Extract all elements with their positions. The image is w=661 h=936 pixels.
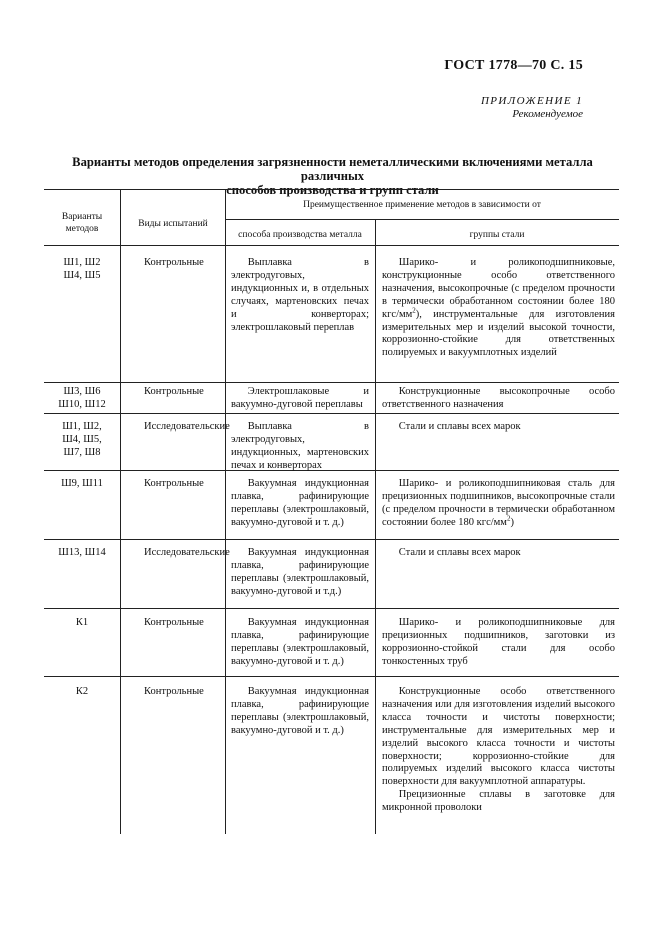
row-2-variant: Ш3, Ш6 Ш10, Ш12 xyxy=(58,386,106,410)
header-preferred: Преимущественное применение методов в зависимости от xyxy=(303,200,541,210)
header-steel-groups: группы стали xyxy=(469,230,525,240)
rule-col-1 xyxy=(120,189,121,834)
row-7-steel-main: Конструкционные особо ответственного назначения или для изготовления изделий высокого класса точности и чистоты поверхности; инструментальные для измерительных мер и изделий высокого класса точности и чистоты поверхности; коррозионно-стойкие для полируемых изделий высокого класса чистоты поверхности для вакуумплотной аппаратуры. xyxy=(382,686,615,788)
row-3-production: Выплавка в электродуговых, индукционных, мартеновских печах и конверторах xyxy=(231,421,369,471)
row-5-test: Исследовательские xyxy=(144,547,230,558)
header-variants: Варианты методов xyxy=(61,212,103,234)
header-test-types: Виды испытаний xyxy=(138,219,208,229)
appendix-number: ПРИЛОЖЕНИЕ 1 xyxy=(480,95,583,107)
rule-header-split xyxy=(225,219,619,220)
row-1-production: Выплавка в электродуговых, индукционных и, в отдельных случаях, мартеновских печах и конверторах; электрошлаковый переплав xyxy=(231,257,369,333)
row-5-steel: Стали и сплавы всех марок xyxy=(398,547,521,558)
row-6-steel: Шарико- и роликоподшипниковые для прецизионных подшипников, заготовки из коррозионно-стойкой стали для особо тонкостенных труб xyxy=(382,617,615,667)
row-1-steel: Шарико- и роликоподшипниковые, конструкционные особо ответственного назначения, высокопрочные (с пределом прочности в термически обработанном состоянии более 180 кгс/$мм^2$), инструментальные для изготовления измерительных мер и изделий высокой точности, коррозионно-стойкие для ответственных полируемых и вакуумплотных изделий xyxy=(382,257,615,359)
table-title-line-1: Варианты методов определения загрязненности неметаллическими включениями металла различных xyxy=(72,155,593,183)
appendix-status: Рекомендуемое xyxy=(512,108,583,120)
row-2-steel: Конструкционные высокопрочные особо ответственного назначения xyxy=(382,386,615,410)
row-3-variant: Ш1, Ш2, Ш4, Ш5, Ш7, Ш8 xyxy=(62,421,102,458)
row-5-production: Вакуумная индукционная плавка, рафинирующие переплавы (электрошлаковый, вакуумно-дуговой и т.д.) xyxy=(231,547,369,597)
row-4-variant: Ш9, Ш11 xyxy=(61,478,103,489)
row-7-test: Контрольные xyxy=(144,686,204,697)
rule-row-5 xyxy=(44,608,619,609)
row-2-production: Электрошлаковые и вакуумно-дуговой переплавы xyxy=(231,386,369,410)
table-title-line-2: способов производства и групп стали xyxy=(226,183,439,197)
row-2-test: Контрольные xyxy=(144,386,204,397)
row-4-test: Контрольные xyxy=(144,478,204,489)
methods-table xyxy=(44,189,619,834)
row-1-test: Контрольные xyxy=(144,257,204,268)
row-6-production: Вакуумная индукционная плавка, рафинирующие переплавы (электрошлаковый, вакуумно-дуговой и т. д.) xyxy=(231,617,369,667)
rule-header-bottom xyxy=(44,245,619,246)
row-6-test: Контрольные xyxy=(144,617,204,628)
rule-row-6 xyxy=(44,676,619,677)
rule-col-2 xyxy=(225,189,226,834)
row-4-production: Вакуумная индукционная плавка, рафинирующие переплавы (электрошлаковый, вакуумно-дуговой и т. д.) xyxy=(231,478,369,528)
row-6-variant: К1 xyxy=(75,617,89,628)
row-1-variant: Ш1, Ш2 Ш4, Ш5 xyxy=(63,257,101,281)
row-7-variant: К2 xyxy=(75,686,89,697)
header-production: способа производства металла xyxy=(238,230,362,240)
rule-row-2 xyxy=(44,413,619,414)
rule-col-3 xyxy=(375,219,376,834)
row-5-variant: Ш13, Ш14 xyxy=(58,547,106,558)
row-3-test: Исследовательские xyxy=(144,421,230,432)
page-header: ГОСТ 1778—70 С. 15 xyxy=(444,58,583,73)
row-3-steel: Стали и сплавы всех марок xyxy=(398,421,521,432)
rule-row-4 xyxy=(44,539,619,540)
rule-top xyxy=(44,189,619,190)
row-7-steel xyxy=(382,686,615,815)
row-7-steel-extra: Прецизионные сплавы в заготовке для микронной проволоки xyxy=(382,789,615,814)
appendix-label xyxy=(481,95,583,121)
rule-row-1 xyxy=(44,382,619,383)
row-4-steel: Шарико- и роликоподшипниковая сталь для прецизионных подшипников, высокопрочные стали (с пределом прочности в термически обработанном состоянии более 180 кгс/$мм^2$) xyxy=(382,478,615,528)
row-7-production: Вакуумная индукционная плавка, рафинирующие переплавы (электрошлаковый, вакуумно-дуговой и т. д.) xyxy=(231,686,369,736)
